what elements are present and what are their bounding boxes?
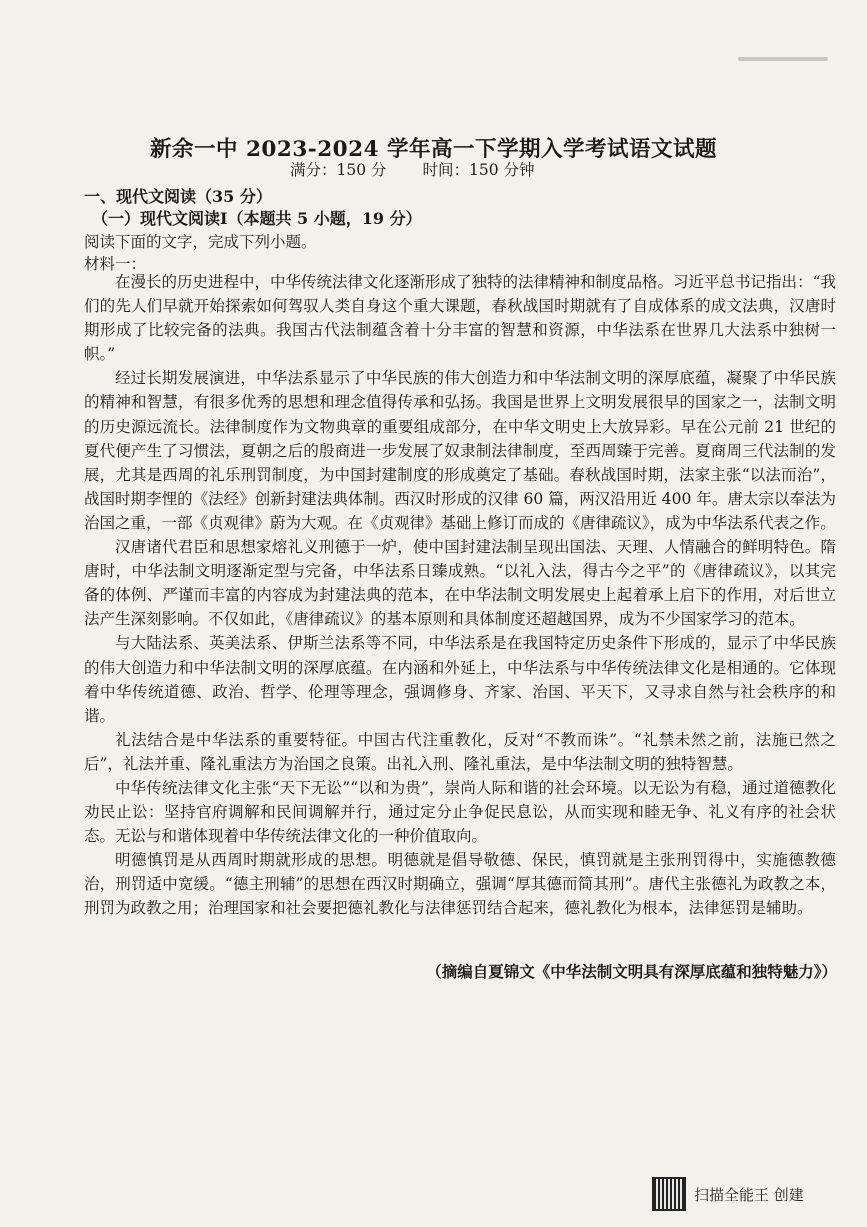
paragraph: 明德慎罚是从西周时期就形成的思想。明德就是倡导敬德、保民，慎罚就是主张刑罚得中，实施德教德治，刑罚适中宽缓。“德主刑辅”的思想在西汉时期确立，强调“厚其德而简其刑”。唐代主张德礼为政教之本，刑罚为政教之用；治理国家和社会要把德礼教化与法律惩罚结合起来，德礼教化为根本，法律惩罚是辅助。 [84,851,836,918]
paragraph: 中华传统法律文化主张“天下无讼”“以和为贵”，崇尚人际和谐的社会环境。以无讼为有稳，通过道德教化劝民止讼：坚持官府调解和民间调解并行，通过定分止争促民息讼，从而实现和睦无争、礼义有序的社会状态。无讼与和谐体现着中华传统法律文化的一种价值取向。 [84,778,836,846]
paragraph: 汉唐诸代君臣和思想家熔礼义刑德于一炉，使中国封建法制呈现出国法、天理、人情融合的鲜明特色。隋唐时，中华法制文明逐渐定型与完备，中华法系日臻成熟。“以礼入法，得古今之平”的《唐律疏议》，以其完备的体例、严谨而丰富的内容成为封建法典的范本，在中华法制文明发展史上起着承上启下的作用，对后世立法产生深刻影响。不仅如此，《唐律疏议》的基本原则和具体制度还超越国界，成为不少国家学习的范本。 [84,538,836,629]
instruction-text: 阅读下面的文字，完成下列小题。 [84,233,317,251]
section-heading: 一、现代文阅读（35 分） [84,187,272,206]
paragraph: 与大陆法系、英美法系、伊斯兰法系等不同，中华法系是在我国特定历史条件下形成的，显示了中华民族的伟大创造力和中华法制文明的深厚底蕴。在内涵和外延上，中华法系与中华传统法律文化是相通的。它体现着中华传统道德、政治、哲学、伦理等理念，强调修身、齐家、治国、平天下，又寻求自然与社会秩序的和谐。 [84,634,836,725]
paragraph: 在漫长的历史进程中，中华传统法律文化逐渐形成了独特的法律精神和制度品格。习近平总书记指出：“我们的先人们早就开始探索如何驾驭人类自身这个重大课题，春秋战国时期就有了自成体系的成文法典，汉唐时期形成了比较完备的法典。我国古代法制蕴含着十分丰富的智慧和资源，中华法系在世界几大法系中独树一帜。” [84,273,836,364]
material-label: 材料一： [84,255,147,273]
qr-code-icon [652,1177,686,1211]
full-score: 满分：150 分 [290,161,387,179]
source-citation: （摘编自夏锦文《中华法制文明具有深厚底蕴和独特魅力》） [426,962,837,981]
paragraph: 礼法结合是中华法系的重要特征。中国古代注重教化，反对“不教而诛”。“礼禁未然之前，法施已然之后”，礼法并重、隆礼重法方为治国之良策。出礼入刑、隆礼重法，是中华法制文明的独特智慧。 [84,730,836,773]
paragraph: 经过长期发展演进，中华法系显示了中华民族的伟大创造力和中华法制文明的深厚底蕴，凝聚了中华民族的精神和智慧，有很多优秀的思想和理念值得传承和弘扬。我国是世界上文明发展很早的国家之一，法制文明的历史源远流长。法律制度作为文物典章的重要组成部分，在中华文明史上大放异彩。早在公元前 21 世纪的夏代便产生了习惯法，夏朝之后的殷商进一步发展了奴隶制法律制度，至西周臻于完善。夏商周三代法制的发展，尤其是西周的礼乐刑罚制度，为中国封建制度的形成奠定了基础。春秋战国时期，法家主张“以法而治”，战国时期李悝的《法经》创新封建法典体制。西汉时形成的汉律 60 篇，两汉沿用近 400 年。唐太宗以奉法为治国之重，一部《贞观律》蔚为大观。在《贞观律》基础上修订而成的《唐律疏议》，成为中华法系代表之作。 [84,369,836,532]
exam-time: 时间：150 分钟 [422,161,535,179]
page-title: 新余一中 2023-2024 学年高一下学期入学考试语文试题 [149,137,718,162]
scanner-watermark [652,1177,804,1211]
material-text [84,270,836,921]
subsection-heading: （一）现代文阅读Ⅰ（本题共 5 小题，19 分） [92,209,422,228]
scan-artifact [738,57,828,61]
exam-meta [290,158,571,180]
watermark-text: 扫描全能王 创建 [694,1185,804,1204]
